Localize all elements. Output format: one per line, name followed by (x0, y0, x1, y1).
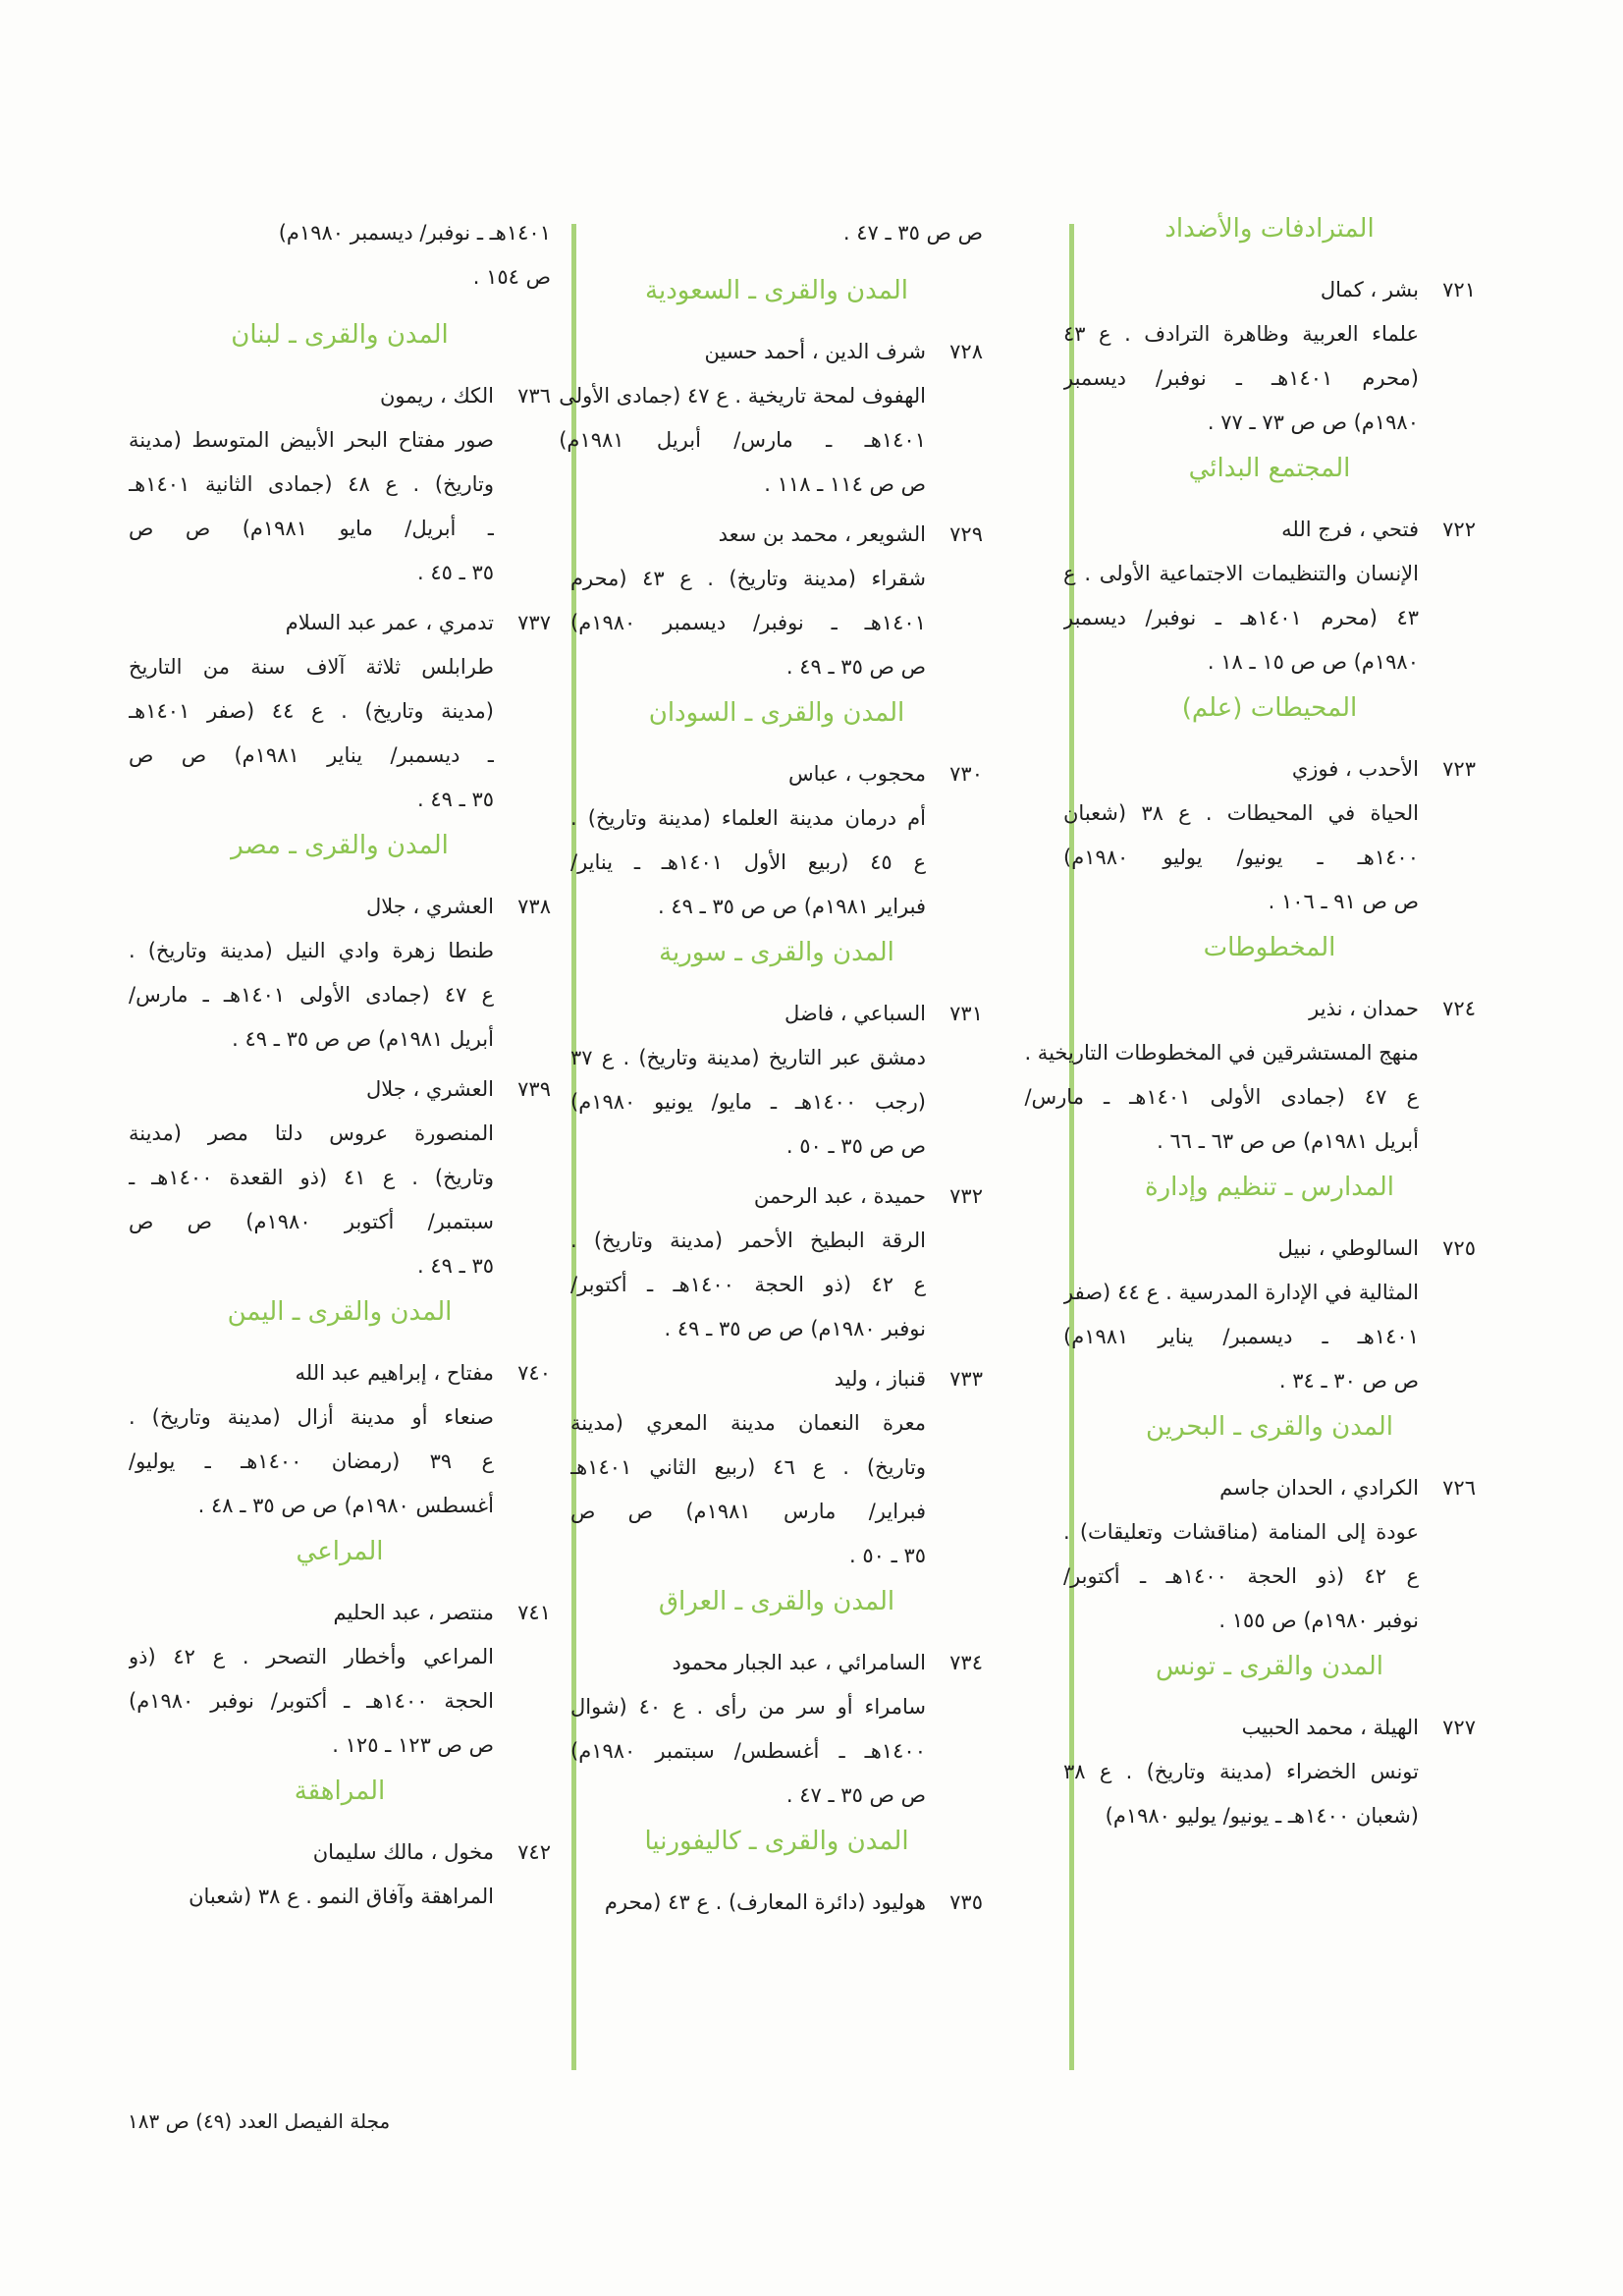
entry-body (570, 513, 926, 689)
entry-body (129, 374, 494, 595)
entry-number: ٧٣٩ (517, 1077, 551, 1101)
entry-body (570, 1881, 926, 1925)
entry-line: الحجة ١٤٠٠هـ ـ أكتوبر/ نوفبر ١٩٨٠م) (129, 1689, 494, 1713)
entry-number: ٧٢٨ (949, 340, 983, 363)
bibliography-entry (1063, 268, 1476, 445)
entry-line: ـ أبريل/ مايو ١٩٨١م) ص ص (129, 517, 494, 540)
entry-line: ص ص ٩١ ـ ١٠٦ . (1268, 890, 1419, 913)
entry-line: أبريل ١٩٨١م) ص ص ٦٣ ـ ٦٦ . (1157, 1129, 1419, 1153)
entry-author: منتصر ، عبد الحليم (333, 1601, 494, 1624)
entry-line: ص ص ٣٠ ـ ٣٤ . (1278, 1369, 1419, 1393)
section-heading: المجتمع البدائي (1188, 454, 1351, 483)
entry-line: ع ٤٥ (ربيع الأول ١٤٠١هـ ـ يناير/ (570, 850, 926, 874)
bibliography-entry (570, 1881, 983, 1925)
entry-line: (مدينة وتاريخ) . ع ٤٤ (صفر ١٤٠١هـ (129, 699, 494, 723)
entry-author: شرف الدين ، أحمد حسين (704, 340, 926, 363)
bibliography-entry (129, 1067, 551, 1288)
entry-line: عودة إلى المنامة (مناقشات وتعليقات) . (1063, 1520, 1419, 1544)
section-heading: المدن والقرى ـ البحرين (1145, 1412, 1394, 1442)
entry-line: ١٩٨٠م) ص ص ١٥ ـ ١٨ . (1207, 650, 1419, 674)
entry-body (570, 992, 926, 1169)
entry-line: المثالية في الإدارة المدرسية . ع ٤٤ (صفر (1063, 1281, 1419, 1304)
entry-line: ١٤٠١هـ ـ نوفبر/ ديسمبر ١٩٨٠م) (570, 611, 926, 634)
entry-line: طنطا زهرة وادي النيل (مدينة وتاريخ) . (129, 939, 494, 962)
entry-number: ٧٤٢ (517, 1840, 551, 1864)
entry-body (570, 1357, 926, 1578)
entry-author: محجوب ، عباس (787, 762, 926, 786)
entry-line: ٣٥ ـ ٥٠ . (849, 1544, 926, 1567)
entry-line: سبتمبر/ أكتوبر ١٩٨٠م) ص ص (129, 1210, 494, 1233)
entry-line: شقراء (مدينة وتاريخ) . ع ٤٣ (محرم (570, 567, 926, 590)
entry-line: الهفوف لمحة تاريخية . ع ٤٧ (جمادى الأولى (559, 384, 926, 408)
entry-body (129, 1351, 494, 1528)
entry-author: الهيلة ، محمد الحبيب (1241, 1716, 1419, 1739)
entry-line: ١٤٠٠هـ ـ يونيو/ يوليو ١٩٨٠م) (1063, 846, 1419, 869)
entry-number: ٧٢٦ (1442, 1476, 1476, 1500)
entry-number: ٧٢٤ (1442, 997, 1476, 1020)
continued-entry (570, 211, 983, 255)
entry-author: الكك ، ريمون (379, 384, 494, 408)
section-heading: المدارس ـ تنظيم وإدارة (1144, 1173, 1395, 1202)
entry-body (129, 601, 494, 822)
entry-author: حمدان ، نذير (1309, 997, 1419, 1020)
entry-line: المنصورة عروس دلتا مصر (مدينة (129, 1121, 494, 1145)
entry-author: مفتاح ، إبراهيم عبد الله (295, 1361, 494, 1385)
entry-line: صور مفتاح البحر الأبيض المتوسط (مدينة (129, 428, 494, 452)
entry-line: المراهقة وآفاق النمو . ع ٣٨ (شعبان (189, 1885, 494, 1908)
bibliography-entry (570, 752, 983, 929)
entry-body (570, 752, 926, 929)
entry-line: ١٤٠١هـ ـ نوفبر/ ديسمبر ١٩٨٠م) (278, 221, 551, 245)
bibliography-entry (129, 885, 551, 1062)
entry-body (1063, 268, 1419, 445)
entry-line: ع ٣٩ (رمضان ١٤٠٠هـ ـ يوليو/ (129, 1449, 494, 1473)
entry-line: ص ص ٣٥ ـ ٥٠ . (785, 1134, 926, 1158)
bibliography-entry (129, 601, 551, 822)
entry-line: أغسطس ١٩٨٠م) ص ص ٣٥ ـ ٤٨ . (197, 1494, 494, 1517)
entry-line: الرقة البطيخ الأحمر (مدينة وتاريخ) . (570, 1229, 926, 1252)
bibliography-entry (570, 992, 983, 1169)
entry-line: معرة النعمان مدينة المعري (مدينة (570, 1411, 926, 1435)
entry-body (559, 330, 926, 507)
entry-line: الحياة في المحيطات . ع ٣٨ (شعبان (1063, 801, 1419, 825)
section-heading: المدن والقرى ـ سورية (659, 938, 894, 967)
bibliography-entry (570, 1641, 983, 1818)
entry-author: السامرائي ، عبد الجبار محمود (672, 1651, 926, 1674)
entry-body (129, 1831, 494, 1919)
entry-body (1024, 987, 1419, 1164)
section-heading: المراعي (296, 1537, 384, 1566)
bibliography-entry (1063, 1706, 1476, 1838)
bibliography-entry (129, 374, 551, 595)
section-heading: المدن والقرى ـ لبنان (231, 320, 449, 350)
entry-author: فتحي ، فرج الله (1281, 518, 1419, 541)
entry-line: ١٤٠١هـ ـ مارس/ أبريل ١٩٨١م) (559, 428, 926, 452)
bibliography-entry (129, 1351, 551, 1528)
entry-line: ع ٤٢ (ذو الحجة ١٤٠٠هـ ـ أكتوبر/ (570, 1273, 926, 1296)
entry-line: ٤٣ (محرم ١٤٠١هـ ـ نوفبر/ ديسمبر (1063, 606, 1419, 629)
entry-line: ٣٥ ـ ٤٥ . (417, 561, 494, 584)
entry-number: ٧٢١ (1442, 278, 1476, 301)
entry-author: بشر ، كمال (1320, 278, 1419, 301)
bibliography-entry (570, 1357, 983, 1578)
entry-line: ١٤٠٠هـ ـ أغسطس/ سبتمبر ١٩٨٠م) (570, 1739, 926, 1763)
entry-number: ٧٣٤ (949, 1651, 983, 1674)
entry-number: ٧٣٢ (949, 1184, 983, 1208)
page-footer: مجلة الفيصل العدد (٤٩) ص ١٨٣ (128, 2109, 391, 2133)
bibliography-entry (1063, 508, 1476, 684)
entry-author: الأحدب ، فوزي (1291, 757, 1419, 781)
entry-body (570, 1175, 926, 1351)
entry-number: ٧٣٦ (517, 384, 551, 408)
entry-body (1063, 508, 1419, 684)
bibliography-entry (570, 1175, 983, 1351)
entry-line: علماء العربية وظاهرة الترادف . ع ٤٣ (1063, 322, 1419, 346)
entry-line: ص ص ١٢٣ ـ ١٢٥ . (332, 1733, 494, 1757)
entry-body (1063, 747, 1419, 924)
entry-author: السباعي ، فاضل (784, 1002, 926, 1025)
entry-author: الشويعر ، محمد بن سعد (718, 522, 926, 546)
entry-line: ص ص ٣٥ ـ ٤٧ . (785, 1783, 926, 1807)
entry-line: أبريل ١٩٨١م) ص ص ٣٥ ـ ٤٩ . (232, 1027, 494, 1051)
entry-body (129, 1591, 494, 1768)
entry-line: ص ١٥٤ . (472, 265, 551, 289)
entry-number: ٧٢٧ (1442, 1716, 1476, 1739)
entry-line: فبراير/ مارس ١٩٨١م) ص ص (570, 1500, 926, 1523)
entry-author: مخول ، مالك سليمان (312, 1840, 494, 1864)
section-heading: المدن والقرى ـ اليمن (227, 1297, 453, 1327)
section-heading: المدن والقرى ـ تونس (1156, 1652, 1383, 1681)
entry-line: تونس الخضراء (مدينة وتاريخ) . ع ٣٨ (1063, 1760, 1419, 1783)
entry-number: ٧٣٥ (949, 1890, 983, 1914)
entry-line: الإنسان والتنظيمات الاجتماعية الأولى . ع (1063, 562, 1419, 585)
bibliography-entry (1063, 747, 1476, 924)
bibliography-entry (559, 330, 983, 507)
section-heading: المحيطات (علم) (1181, 693, 1358, 723)
entry-line: ص ص ١١٤ ـ ١١٨ . (764, 472, 926, 496)
entry-line: (شعبان ١٤٠٠هـ ـ يونيو/ يوليو ١٩٨٠م) (1105, 1804, 1419, 1828)
entry-number: ٧٣٠ (949, 762, 983, 786)
entry-line: سامراء أو سر من رأى . ع ٤٠ (شوال (570, 1695, 926, 1719)
entry-line: ص ص ٣٥ ـ ٤٧ . (842, 221, 983, 245)
entry-line: ٣٥ ـ ٤٩ . (417, 1254, 494, 1278)
entry-body (1063, 1466, 1419, 1643)
bibliography-entry (1024, 987, 1476, 1164)
entry-number: ٧٣٣ (949, 1367, 983, 1391)
section-heading: المخطوطات (1203, 933, 1336, 962)
bibliography-entry (570, 513, 983, 689)
entry-line: ع ٤٢ (ذو الحجة ١٤٠٠هـ ـ أكتوبر/ (1063, 1564, 1419, 1588)
entry-number: ٧٤١ (517, 1601, 551, 1624)
entry-line: طرابلس ثلاثة آلاف سنة من التاريخ (129, 655, 494, 679)
entry-line: ٣٥ ـ ٤٩ . (417, 788, 494, 811)
entry-body (570, 1641, 926, 1818)
entry-line: ١٩٨٠م) ص ص ٧٣ ـ ٧٧ . (1207, 410, 1419, 434)
entry-number: ٧٣١ (949, 1002, 983, 1025)
entry-number: ٧٣٨ (517, 895, 551, 918)
entry-author: العشري ، جلال (365, 1077, 494, 1101)
entry-number: ٧٢٩ (949, 522, 983, 546)
entry-number: ٧٤٠ (517, 1361, 551, 1385)
bibliography-entry (129, 1831, 551, 1919)
entry-body (1063, 1706, 1419, 1838)
entry-line: نوفبر ١٩٨٠م) ص ص ٣٥ ـ ٤٩ . (664, 1317, 926, 1340)
entry-author: قنباز ، وليد (834, 1367, 926, 1391)
entry-author: حميدة ، عبد الرحمن (753, 1184, 926, 1208)
entry-line: وتاريخ) . ع ٤١ (ذو القعدة ١٤٠٠هـ ـ (129, 1166, 494, 1189)
entry-number: ٧٢٢ (1442, 518, 1476, 541)
entry-author: الكرادي ، الحدان جاسم (1219, 1476, 1419, 1500)
entry-line: نوفبر ١٩٨٠م) ص ١٥٥ . (1218, 1609, 1419, 1632)
column-middle (559, 211, 983, 1931)
entry-body (129, 1067, 494, 1288)
entry-line: ١٤٠١هـ ـ ديسمبر/ يناير ١٩٨١م) (1063, 1325, 1419, 1348)
section-heading: المدن والقرى ـ كاليفورنيا (644, 1827, 909, 1856)
section-heading: المترادفات والأضداد (1164, 214, 1375, 244)
entry-line: (رجب ١٤٠٠هـ ـ مايو/ يونيو ١٩٨٠م) (570, 1090, 926, 1114)
section-heading: المدن والقرى ـ السودان (648, 698, 905, 728)
entry-number: ٧٢٣ (1442, 757, 1476, 781)
entry-line: أم درمان مدينة العلماء (مدينة وتاريخ) . (570, 806, 926, 830)
bibliography-entry (1063, 1466, 1476, 1643)
section-heading: المدن والقرى ـ العراق (658, 1587, 895, 1616)
section-heading: المدن والقرى ـ السعودية (645, 276, 908, 305)
entry-line: (محرم ١٤٠١هـ ـ نوفبر/ ديسمبر (1063, 366, 1419, 390)
entry-author: السالوطي ، نبيل (1277, 1236, 1419, 1260)
section-heading: المراهقة (294, 1777, 386, 1806)
entry-line: وتاريخ) . ع ٤٦ (ربيع الثاني ١٤٠١هـ (570, 1455, 926, 1479)
entry-line: فبراير ١٩٨١م) ص ص ٣٥ ـ ٤٩ . (657, 895, 926, 918)
entry-number: ٧٢٥ (1442, 1236, 1476, 1260)
entry-line: ع ٤٧ (جمادى الأولى ١٤٠١هـ ـ مارس/ (1024, 1085, 1419, 1109)
entry-line: صنعاء أو مدينة أزال (مدينة وتاريخ) . (129, 1405, 494, 1429)
entry-line: دمشق عبر التاريخ (مدينة وتاريخ) . ع ٣٧ (570, 1046, 926, 1069)
entry-body (1063, 1227, 1419, 1403)
entry-line: ـ ديسمبر/ يناير ١٩٨١م) ص ص (129, 743, 494, 767)
bibliography-entry (129, 1591, 551, 1768)
section-heading: المدن والقرى ـ مصر (231, 831, 449, 860)
entry-line: ع ٤٧ (جمادى الأولى ١٤٠١هـ ـ مارس/ (129, 983, 494, 1007)
bibliography-entry (1063, 1227, 1476, 1403)
entry-line: المراعي وأخطار التصحر . ع ٤٢ (ذو (129, 1645, 494, 1668)
entry-body (129, 885, 494, 1062)
entry-line: ص ص ٣٥ ـ ٤٩ . (785, 655, 926, 679)
entry-line: وتاريخ) . ع ٤٨ (جمادى الثانية ١٤٠١هـ (129, 472, 494, 496)
continued-entry (129, 211, 551, 300)
entry-author: العشري ، جلال (365, 895, 494, 918)
entry-line: منهج المستشرقين في المخطوطات التاريخية . (1024, 1041, 1419, 1065)
entry-line: هوليود (دائرة المعارف) . ع ٤٣ (محرم (604, 1890, 926, 1914)
column-right (1024, 211, 1476, 1844)
column-left (129, 211, 551, 1925)
entry-number: ٧٣٧ (517, 611, 551, 634)
entry-author: تدمري ، عمر عبد السلام (285, 611, 494, 634)
